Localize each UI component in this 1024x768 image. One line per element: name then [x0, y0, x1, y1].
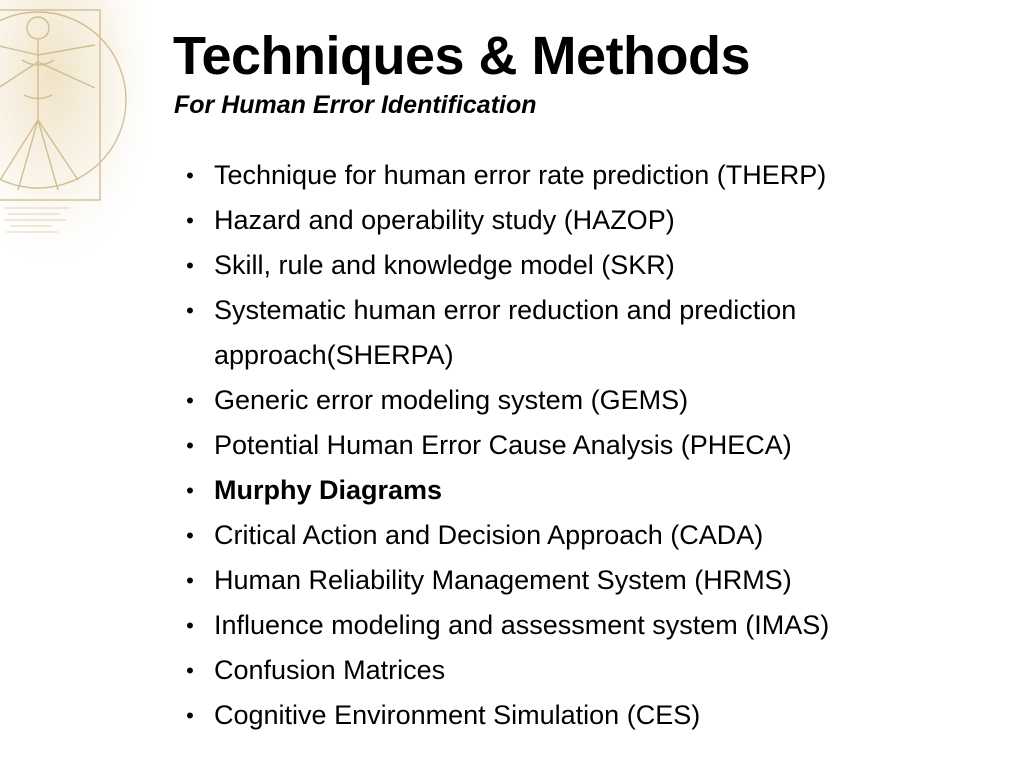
bullet-icon: •: [186, 478, 194, 503]
list-item-text: Critical Action and Decision Approach (CADA): [214, 520, 764, 550]
list-item: [180, 648, 980, 693]
bullet-icon: •: [186, 388, 194, 413]
list-item: [180, 693, 980, 738]
bullet-icon: •: [186, 523, 194, 548]
bullet-icon: •: [186, 613, 194, 638]
list-item-text: Human Reliability Management System (HRMS): [214, 565, 792, 595]
bullet-icon: •: [186, 298, 194, 323]
list-item-text: Cognitive Environment Simulation (CES): [214, 700, 701, 730]
bullet-icon: •: [186, 253, 194, 278]
technique-list: [180, 153, 980, 738]
list-item-text: Influence modeling and assessment system (IMAS): [214, 610, 830, 640]
list-item: [180, 153, 980, 198]
vitruvian-man-sketch-icon: [0, 0, 150, 270]
bullet-icon: •: [186, 208, 194, 233]
list-item: [180, 198, 980, 243]
list-item-text: Confusion Matrices: [214, 655, 446, 685]
bullet-icon: •: [186, 658, 194, 683]
list-item: [180, 378, 980, 423]
list-item-text: Generic error modeling system (GEMS): [214, 385, 689, 415]
bullet-icon: •: [186, 433, 194, 458]
list-item-text: Technique for human error rate prediction (THERP): [214, 160, 827, 190]
list-item-text: Skill, rule and knowledge model (SKR): [214, 250, 675, 280]
list-item-text: Murphy Diagrams: [214, 475, 443, 505]
list-item: [180, 288, 980, 378]
slide-title: Techniques & Methods: [173, 26, 751, 86]
list-item: [180, 423, 980, 468]
list-item: [180, 468, 980, 513]
list-item: [180, 513, 980, 558]
list-item-text: Hazard and operability study (HAZOP): [214, 205, 675, 235]
list-item: [180, 603, 980, 648]
list-item-text: Potential Human Error Cause Analysis (PHECA): [214, 430, 792, 460]
slide-subtitle: For Human Error Identification: [174, 91, 537, 119]
list-item: [180, 558, 980, 603]
bullet-icon: •: [186, 568, 194, 593]
list-item: [180, 243, 980, 288]
list-item-text: Systematic human error reduction and prediction approach(SHERPA): [214, 295, 797, 370]
bullet-icon: •: [186, 163, 194, 188]
bullet-icon: •: [186, 703, 194, 728]
